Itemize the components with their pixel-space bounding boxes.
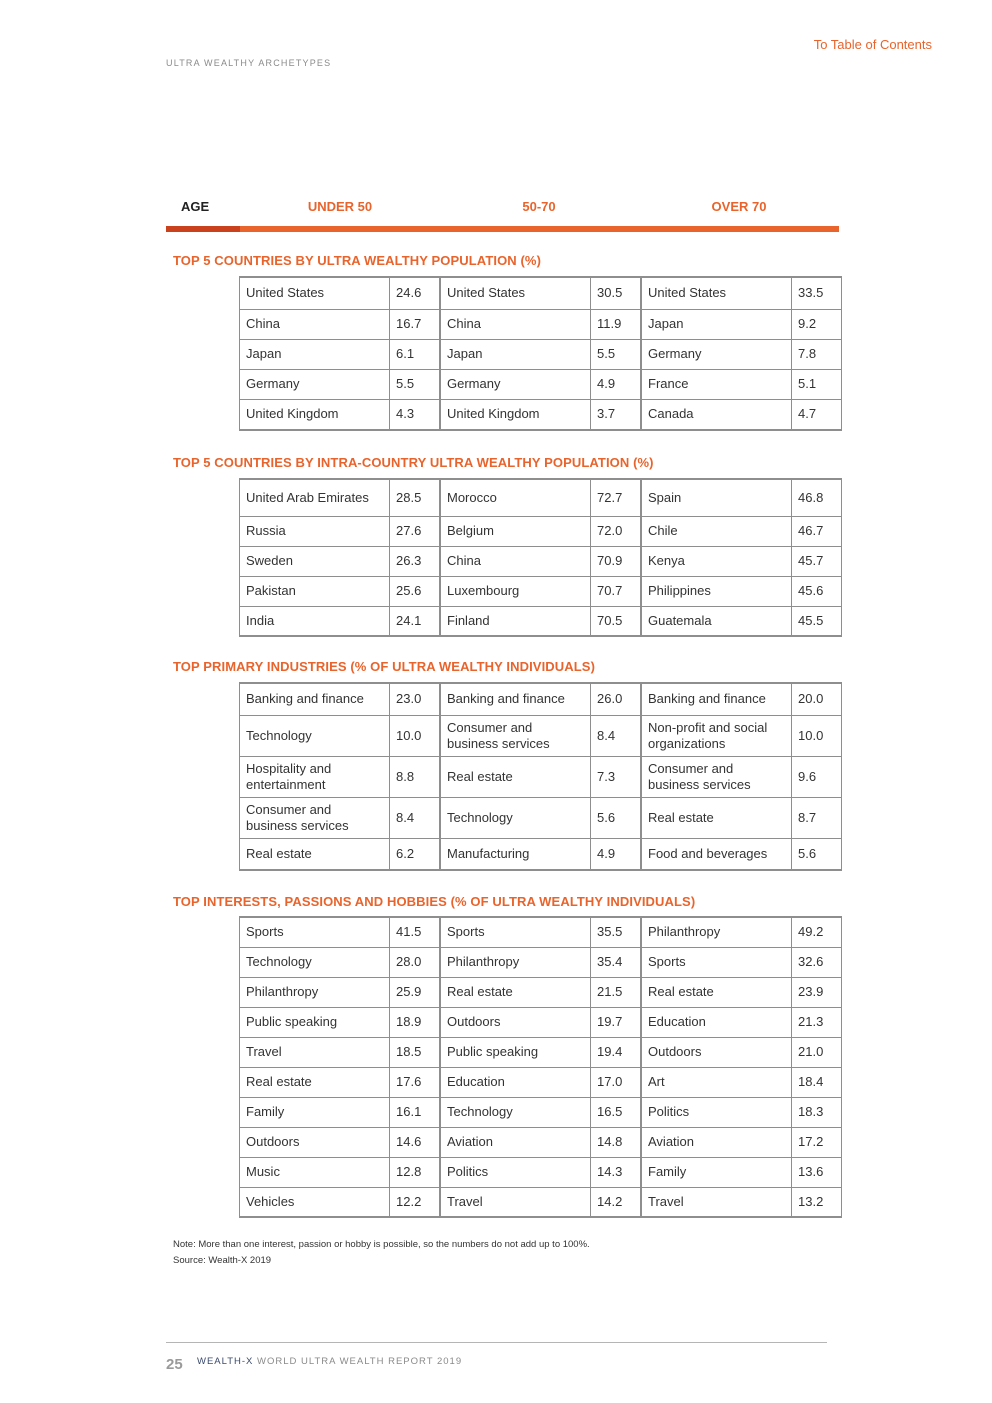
item-name-cell: Banking and finance xyxy=(642,683,792,715)
item-name-cell: Aviation xyxy=(441,1127,591,1157)
item-value-cell: 72.0 xyxy=(591,516,641,546)
item-name-cell: Japan xyxy=(441,339,591,369)
table-row xyxy=(240,683,842,715)
item-value-cell: 4.9 xyxy=(591,369,641,399)
item-value-cell: 7.3 xyxy=(591,756,641,797)
item-value-cell: 46.8 xyxy=(792,479,842,516)
table-of-contents-link[interactable]: To Table of Contents xyxy=(813,37,932,52)
item-value-cell: 41.5 xyxy=(390,917,440,947)
table-row xyxy=(240,977,842,1007)
item-name-cell: United Arab Emirates xyxy=(240,479,390,516)
table-primary-industries xyxy=(239,682,842,871)
item-value-cell: 70.9 xyxy=(591,546,641,576)
item-name-cell: Chile xyxy=(642,516,792,546)
item-name-cell: Public speaking xyxy=(240,1007,390,1037)
table-row xyxy=(240,1037,842,1067)
item-name-cell: Sports xyxy=(240,917,390,947)
item-name-cell: Real estate xyxy=(642,797,792,838)
item-name-cell: China xyxy=(441,546,591,576)
table-row xyxy=(240,546,842,576)
item-value-cell: 21.5 xyxy=(591,977,641,1007)
age-column-over-70: OVER 70 xyxy=(711,199,767,214)
item-name-cell: Germany xyxy=(441,369,591,399)
item-value-cell: 4.3 xyxy=(390,399,440,430)
item-name-cell: Outdoors xyxy=(642,1037,792,1067)
item-name-cell: United States xyxy=(441,277,591,309)
table-row xyxy=(240,369,842,399)
table-row xyxy=(240,756,842,797)
item-value-cell: 18.9 xyxy=(390,1007,440,1037)
item-name-cell: Vehicles xyxy=(240,1187,390,1217)
item-value-cell: 70.5 xyxy=(591,606,641,636)
item-name-cell: Consumer and business services xyxy=(642,756,792,797)
table-row xyxy=(240,1007,842,1037)
item-value-cell: 14.2 xyxy=(591,1187,641,1217)
item-name-cell: Real estate xyxy=(441,977,591,1007)
item-value-cell: 27.6 xyxy=(390,516,440,546)
item-value-cell: 17.6 xyxy=(390,1067,440,1097)
table-row xyxy=(240,1097,842,1127)
footer-brand: WEALTH-X xyxy=(197,1356,254,1367)
item-value-cell: 16.7 xyxy=(390,309,440,339)
item-name-cell: Canada xyxy=(642,399,792,430)
item-name-cell: Family xyxy=(240,1097,390,1127)
item-value-cell: 70.7 xyxy=(591,576,641,606)
item-name-cell: Germany xyxy=(240,369,390,399)
item-value-cell: 5.1 xyxy=(792,369,842,399)
table-row xyxy=(240,576,842,606)
item-value-cell: 35.4 xyxy=(591,947,641,977)
item-value-cell: 5.6 xyxy=(792,838,842,870)
item-name-cell: Real estate xyxy=(240,1067,390,1097)
item-name-cell: Technology xyxy=(240,715,390,756)
item-value-cell: 17.2 xyxy=(792,1127,842,1157)
age-label: AGE xyxy=(181,199,210,214)
item-value-cell: 3.7 xyxy=(591,399,641,430)
item-name-cell: Sports xyxy=(642,947,792,977)
item-name-cell: Sports xyxy=(441,917,591,947)
item-value-cell: 26.3 xyxy=(390,546,440,576)
item-value-cell: 49.2 xyxy=(792,917,842,947)
item-name-cell: Pakistan xyxy=(240,576,390,606)
item-value-cell: 28.5 xyxy=(390,479,440,516)
age-column-under-50: UNDER 50 xyxy=(307,199,373,214)
item-value-cell: 5.5 xyxy=(591,339,641,369)
item-name-cell: Russia xyxy=(240,516,390,546)
table-row xyxy=(240,606,842,636)
item-value-cell: 5.6 xyxy=(591,797,641,838)
item-name-cell: Japan xyxy=(240,339,390,369)
item-value-cell: 12.2 xyxy=(390,1187,440,1217)
running-header: ULTRA WEALTHY ARCHETYPES xyxy=(166,58,332,68)
item-value-cell: 12.8 xyxy=(390,1157,440,1187)
table-row xyxy=(240,309,842,339)
item-value-cell: 23.9 xyxy=(792,977,842,1007)
item-value-cell: 45.7 xyxy=(792,546,842,576)
item-name-cell: United Kingdom xyxy=(240,399,390,430)
item-value-cell: 6.2 xyxy=(390,838,440,870)
footnote-note: Note: More than one interest, passion or hobby is possible, so the numbers do not add up to 100%. xyxy=(173,1239,590,1250)
item-name-cell: Philanthropy xyxy=(642,917,792,947)
item-value-cell: 18.3 xyxy=(792,1097,842,1127)
section-title-intra-country: TOP 5 COUNTRIES BY INTRA-COUNTRY ULTRA WEALTHY POPULATION (%) xyxy=(173,455,654,470)
footnote xyxy=(173,1237,590,1269)
item-value-cell: 13.2 xyxy=(792,1187,842,1217)
item-value-cell: 30.5 xyxy=(591,277,641,309)
item-name-cell: Outdoors xyxy=(240,1127,390,1157)
item-value-cell: 13.6 xyxy=(792,1157,842,1187)
item-value-cell: 9.2 xyxy=(792,309,842,339)
table-row xyxy=(240,1157,842,1187)
footnote-source: Source: Wealth-X 2019 xyxy=(173,1255,272,1266)
section-title-primary-industries: TOP PRIMARY INDUSTRIES (% OF ULTRA WEALTHY INDIVIDUALS) xyxy=(173,659,595,674)
item-name-cell: India xyxy=(240,606,390,636)
item-value-cell: 16.5 xyxy=(591,1097,641,1127)
item-value-cell: 4.7 xyxy=(792,399,842,430)
item-name-cell: Spain xyxy=(642,479,792,516)
table-row xyxy=(240,797,842,838)
table-row xyxy=(240,838,842,870)
item-name-cell: Sweden xyxy=(240,546,390,576)
page-number: 25 xyxy=(166,1356,183,1373)
item-name-cell: United States xyxy=(642,277,792,309)
item-value-cell: 6.1 xyxy=(390,339,440,369)
age-rule-dark xyxy=(166,226,240,232)
item-value-cell: 35.5 xyxy=(591,917,641,947)
item-name-cell: Belgium xyxy=(441,516,591,546)
item-value-cell: 8.4 xyxy=(591,715,641,756)
table-row xyxy=(240,715,842,756)
item-value-cell: 5.5 xyxy=(390,369,440,399)
footer-title: WORLD ULTRA WEALTH REPORT 2019 xyxy=(253,1356,463,1367)
item-value-cell: 10.0 xyxy=(390,715,440,756)
item-name-cell: Family xyxy=(642,1157,792,1187)
item-value-cell: 16.1 xyxy=(390,1097,440,1127)
item-name-cell: France xyxy=(642,369,792,399)
item-value-cell: 28.0 xyxy=(390,947,440,977)
item-value-cell: 21.3 xyxy=(792,1007,842,1037)
item-value-cell: 7.8 xyxy=(792,339,842,369)
table-row xyxy=(240,339,842,369)
item-name-cell: Consumer and business services xyxy=(441,715,591,756)
item-name-cell: Kenya xyxy=(642,546,792,576)
item-name-cell: Non-profit and social organizations xyxy=(642,715,792,756)
item-value-cell: 45.6 xyxy=(792,576,842,606)
item-name-cell: Guatemala xyxy=(642,606,792,636)
item-name-cell: Real estate xyxy=(240,838,390,870)
item-name-cell: United Kingdom xyxy=(441,399,591,430)
item-value-cell: 46.7 xyxy=(792,516,842,546)
table-top-countries xyxy=(239,276,842,431)
item-name-cell: Travel xyxy=(441,1187,591,1217)
item-name-cell: China xyxy=(441,309,591,339)
item-value-cell: 9.6 xyxy=(792,756,842,797)
item-value-cell: 11.9 xyxy=(591,309,641,339)
table-row xyxy=(240,1187,842,1217)
item-name-cell: Music xyxy=(240,1157,390,1187)
footer-report-title xyxy=(197,1356,462,1367)
item-value-cell: 4.9 xyxy=(591,838,641,870)
item-value-cell: 14.8 xyxy=(591,1127,641,1157)
item-name-cell: Germany xyxy=(642,339,792,369)
item-name-cell: China xyxy=(240,309,390,339)
table-row xyxy=(240,1127,842,1157)
table-row xyxy=(240,947,842,977)
item-name-cell: Aviation xyxy=(642,1127,792,1157)
item-name-cell: Luxembourg xyxy=(441,576,591,606)
item-name-cell: Banking and finance xyxy=(240,683,390,715)
item-name-cell: Finland xyxy=(441,606,591,636)
item-value-cell: 20.0 xyxy=(792,683,842,715)
item-name-cell: Philippines xyxy=(642,576,792,606)
item-name-cell: Technology xyxy=(441,1097,591,1127)
age-rule-orange xyxy=(240,226,839,232)
table-row xyxy=(240,1067,842,1097)
item-name-cell: Banking and finance xyxy=(441,683,591,715)
item-value-cell: 19.7 xyxy=(591,1007,641,1037)
item-name-cell: Travel xyxy=(642,1187,792,1217)
table-interests xyxy=(239,916,842,1218)
item-name-cell: Philanthropy xyxy=(441,947,591,977)
item-value-cell: 24.1 xyxy=(390,606,440,636)
item-name-cell: Politics xyxy=(441,1157,591,1187)
item-value-cell: 8.7 xyxy=(792,797,842,838)
item-name-cell: Real estate xyxy=(642,977,792,1007)
item-name-cell: Philanthropy xyxy=(240,977,390,1007)
item-value-cell: 8.4 xyxy=(390,797,440,838)
item-value-cell: 18.5 xyxy=(390,1037,440,1067)
item-value-cell: 17.0 xyxy=(591,1067,641,1097)
item-value-cell: 14.3 xyxy=(591,1157,641,1187)
section-title-top-countries: TOP 5 COUNTRIES BY ULTRA WEALTHY POPULATION (%) xyxy=(173,253,541,268)
item-value-cell: 45.5 xyxy=(792,606,842,636)
item-name-cell: Public speaking xyxy=(441,1037,591,1067)
item-value-cell: 26.0 xyxy=(591,683,641,715)
table-row xyxy=(240,479,842,516)
item-name-cell: Technology xyxy=(441,797,591,838)
item-name-cell: Politics xyxy=(642,1097,792,1127)
item-value-cell: 32.6 xyxy=(792,947,842,977)
item-name-cell: Morocco xyxy=(441,479,591,516)
item-value-cell: 33.5 xyxy=(792,277,842,309)
item-name-cell: Technology xyxy=(240,947,390,977)
item-value-cell: 72.7 xyxy=(591,479,641,516)
item-name-cell: Travel xyxy=(240,1037,390,1067)
item-value-cell: 14.6 xyxy=(390,1127,440,1157)
item-value-cell: 18.4 xyxy=(792,1067,842,1097)
table-row xyxy=(240,399,842,430)
item-name-cell: Outdoors xyxy=(441,1007,591,1037)
item-value-cell: 19.4 xyxy=(591,1037,641,1067)
item-value-cell: 21.0 xyxy=(792,1037,842,1067)
table-row xyxy=(240,516,842,546)
item-value-cell: 25.6 xyxy=(390,576,440,606)
item-name-cell: Manufacturing xyxy=(441,838,591,870)
item-name-cell: Education xyxy=(642,1007,792,1037)
item-value-cell: 10.0 xyxy=(792,715,842,756)
item-name-cell: United States xyxy=(240,277,390,309)
item-value-cell: 23.0 xyxy=(390,683,440,715)
item-name-cell: Art xyxy=(642,1067,792,1097)
footer-divider xyxy=(166,1342,827,1343)
table-row xyxy=(240,917,842,947)
item-name-cell: Education xyxy=(441,1067,591,1097)
item-name-cell: Consumer and business services xyxy=(240,797,390,838)
table-intra-country xyxy=(239,478,842,637)
item-value-cell: 25.9 xyxy=(390,977,440,1007)
section-title-interests: TOP INTERESTS, PASSIONS AND HOBBIES (% OF ULTRA WEALTHY INDIVIDUALS) xyxy=(173,894,696,909)
item-name-cell: Real estate xyxy=(441,756,591,797)
table-row xyxy=(240,277,842,309)
age-column-50-70: 50-70 xyxy=(522,199,556,214)
item-name-cell: Japan xyxy=(642,309,792,339)
item-value-cell: 8.8 xyxy=(390,756,440,797)
item-value-cell: 24.6 xyxy=(390,277,440,309)
age-header-bar xyxy=(166,199,839,217)
item-name-cell: Hospitality and entertainment xyxy=(240,756,390,797)
item-name-cell: Food and beverages xyxy=(642,838,792,870)
